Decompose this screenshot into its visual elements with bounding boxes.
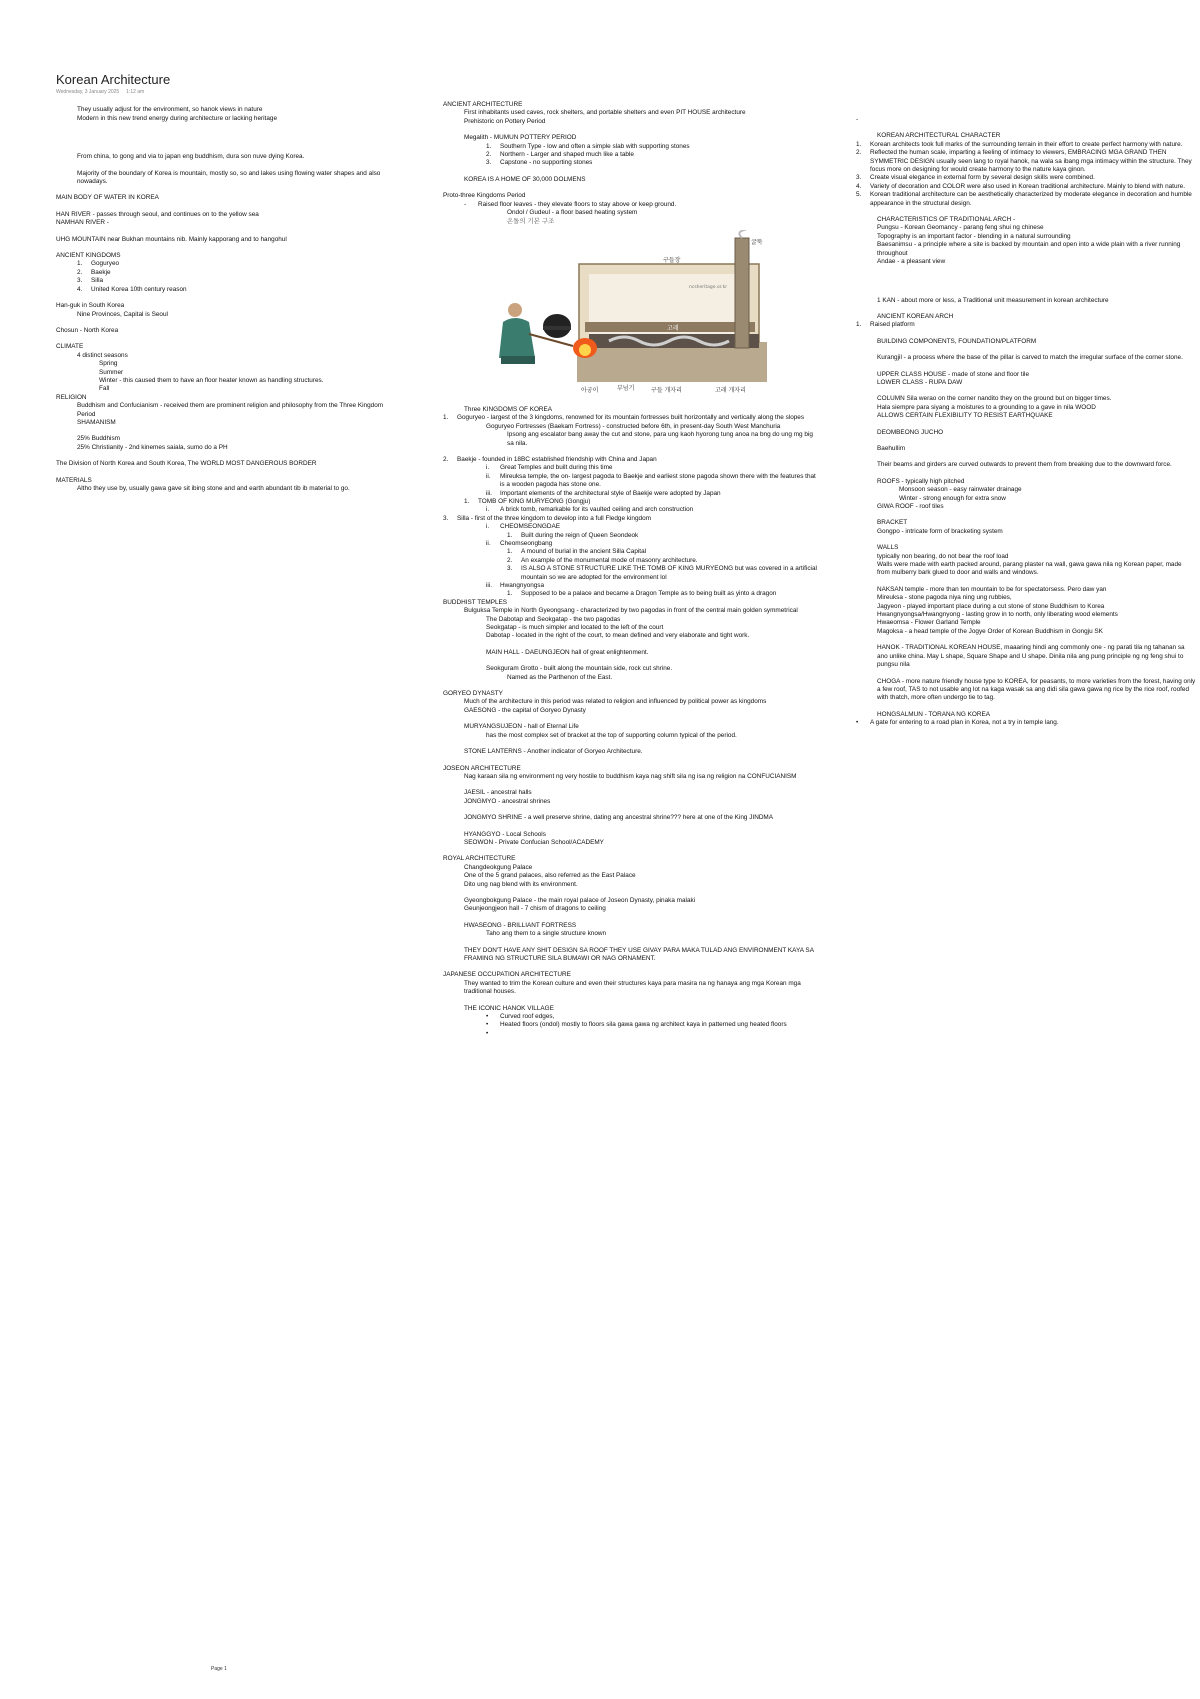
paragraph: has the most complex set of bracket at the top of supporting column typical of the period. <box>486 731 737 739</box>
paragraph: Chosun - North Korea <box>56 326 119 334</box>
paragraph: They wanted to trim the Korean culture and even their structures kaya para masira na ng hanaya ang mga Korean mga traditional houses. <box>464 979 801 996</box>
list-item: i. Great Temples and built during this time <box>486 464 613 472</box>
list-item: 3. Silla <box>77 277 104 285</box>
person-head <box>508 303 522 317</box>
list-item: - Raised floor leaves - they elevate floors to stay above or keep ground. <box>464 200 677 208</box>
list-item: ii. Mireuksa temple, the on- largest pagoda to Baekje and earliest stone pagoda shown there with the features that is a wooden pagoda has stone one. <box>486 472 816 489</box>
paragraph: SHAMANISM <box>77 418 116 426</box>
label-gorae-gaejari: 고래 개자리 <box>715 386 746 394</box>
page-title: Korean Architecture <box>56 72 171 87</box>
paragraph: MAIN HALL - DAEUNGJEON hall of great enlightenment. <box>486 648 649 656</box>
paragraph: THE ICONIC HANOK VILLAGE <box>464 1004 554 1012</box>
list-item: • Heated floors (ondol) mostly to floors sila gawa gawa ng architect kaya in patterned ung heated floors <box>486 1021 787 1029</box>
paragraph: NAMHAN RIVER - <box>56 219 109 227</box>
paragraph: Andae - a pleasant view <box>877 258 946 266</box>
fire-core <box>579 344 591 356</box>
paragraph: MURYANGSUJEON - hall of Eternal Life <box>464 723 579 731</box>
list-item: ii. Cheomseongbang <box>486 539 553 547</box>
heading: Three KINGDOMS OF KOREA <box>464 405 553 413</box>
season-item: Fall <box>99 385 110 393</box>
paragraph: Modern in this new trend energy during architecture or lacking heritage <box>77 114 277 122</box>
paragraph: Taho ang them to a single structure known <box>486 930 607 938</box>
paragraph: Gyeongbokgung Palace - the main royal palace of Joseon Dynasty, pinaka malaki <box>464 896 696 904</box>
paragraph: Mireuksa - stone pagoda niya ning ung rubbies, <box>877 594 1012 602</box>
list-item: 3. Create visual elegance in external form by several design skills were combined. <box>856 174 1095 182</box>
label-buneomgi: 부넘기 <box>617 384 635 392</box>
list-item: 2. An example of the monumental mode of masonry architecture. <box>507 556 698 564</box>
heading: CLIMATE <box>56 343 84 351</box>
pot-rim <box>543 326 571 330</box>
paragraph: 4 distinct seasons <box>77 351 128 359</box>
paragraph: Goguryeo Fortresses (Baekam Fortress) - constructed before 6th, in present-day South West Manchuria <box>486 422 781 430</box>
chimney <box>735 238 749 348</box>
paragraph: Gongpo - intricate form of bracketing system <box>877 527 1003 535</box>
date-text: Wednesday, 3 January 2025 <box>56 89 120 95</box>
label-gudeuljang: 구들장 <box>663 256 681 264</box>
page-number: Page 1 <box>211 1666 227 1672</box>
list-item: • <box>486 1029 489 1037</box>
paragraph: JONGMYO - ancestral shrines <box>464 797 551 805</box>
paragraph: Dabotap - located in the right of the court, to mean defined and very elaborate and tight work. <box>486 632 750 640</box>
paragraph: - <box>856 116 859 123</box>
paragraph: LOWER CLASS - RUPA DAW <box>877 378 963 386</box>
paragraph: UPPER CLASS HOUSE - made of stone and floor tile <box>877 370 1030 378</box>
paragraph: Walls were made with earth packed around, parang plaster na wall, gawa gawa nila ng Korean paper, made from mulberry bark glued to door and walls and windows. <box>877 561 1182 577</box>
paragraph: SEOWON - Private Confucian School/ACADEMY <box>464 838 604 846</box>
paragraph: The Dabotap and Seokgatap - the two pagodas <box>486 615 621 623</box>
time-text: 1:12 am <box>126 89 145 95</box>
list-item: 1. Goguryeo <box>77 260 120 268</box>
heading: ANCIENT KOREAN ARCH <box>877 312 954 320</box>
list-item: 1. Built during the reign of Queen Seondeok <box>507 531 639 539</box>
paragraph: Bulguksa Temple in North Gyeongsang - characterized by two pagodas in front of the central main golden symmetrical <box>464 607 798 615</box>
list-item: 2. Reflected the human scale, imparting a feeling of intimacy to viewers, EMBRACING MGA GRAND THEN SYMMETRIC DESIGN usually seen lang to royal hanok, na wala sa ibang mga intimacy within the structure. They focus more on designing for would create harmony to the nature kaya ginon. <box>856 149 1192 174</box>
paragraph: Megalith - MUMUN POTTERY PERIOD <box>464 134 577 142</box>
column-middle <box>443 101 818 1038</box>
heading: BRACKET <box>877 519 908 527</box>
heading: JAPANESE OCCUPATION ARCHITECTURE <box>443 971 571 979</box>
heading: KOREAN ARCHITECTURAL CHARACTER <box>877 132 1001 140</box>
figure-caption: 온돌의 기본 구조 <box>507 217 555 226</box>
list-item: 5. Korean traditional architecture can be aesthetically characterized by moderate elegance in decoration and humble appearance in the structural design. <box>856 191 1192 207</box>
season-item: Spring <box>99 360 118 368</box>
list-item: 4. United Korea 10th century reason <box>77 285 187 293</box>
paragraph: Hwangnyongsa/Hwangnyong - lasting grow in to north, only liberating wood elements <box>877 611 1118 619</box>
label-agungi: 아궁이 <box>581 386 599 394</box>
paragraph: JAESIL - ancestral halls <box>464 789 532 797</box>
list-item: • Curved roof edges, <box>486 1013 555 1021</box>
paragraph: Ondol / Gudeul - a floor based heating system <box>507 209 638 217</box>
paragraph: Winter - strong enough for extra snow <box>899 494 1006 502</box>
paragraph: Their beams and girders are curved outwards to prevent them from breaking due to the downward force. <box>877 461 1172 469</box>
heading: MAIN BODY OF WATER IN KOREA <box>56 194 159 202</box>
paragraph: Nag karaan sila ng environment ng very hostile to buddhism kaya nag shift sila ng isa ng religion na CONFUCIANISM <box>464 772 797 780</box>
heading: ANCIENT KINGDOMS <box>56 252 121 260</box>
heading: WALLS <box>877 544 899 552</box>
heading: RELIGION <box>56 393 87 401</box>
list-item: 1. Goguryeo - largest of the 3 kingdoms, renowned for its mountain fortresses built horizontally and vertically along the slopes <box>443 414 805 422</box>
heading: JOSEON ARCHITECTURE <box>443 764 521 772</box>
paragraph: Changdeokgung Palace <box>464 863 533 871</box>
paragraph: 25% Buddhism <box>77 435 120 443</box>
list-item: iii. Important elements of the architectural style of Baekje were adopted by Japan <box>486 489 721 497</box>
paragraph: Majority of the boundary of Korea is mountain, mostly so, so and lakes using flowing water shapes and also nowadays. <box>77 169 381 186</box>
list-item: 2. Baekje <box>77 268 111 276</box>
label-chimney: 굴뚝 <box>751 238 763 246</box>
list-item: iii. Hwangnyongsa <box>486 582 545 589</box>
heading: BUDDHIST TEMPLES <box>443 598 508 606</box>
heading: HONGSALMUN - TORANA NG KOREA <box>877 710 991 718</box>
list-item: 3. Capstone - no supporting stones <box>486 159 593 167</box>
paragraph: The Division of North Korea and South Korea, The WORLD MOST DANGEROUS BORDER <box>56 460 317 468</box>
paragraph: Kurangjil - a process where the base of the pillar is carved to match the irregular surface of the corner stone. <box>877 354 1183 362</box>
paragraph: ROOFS - typically high pitched <box>877 477 965 485</box>
paragraph: JONGMYO SHRINE - a well preserve shrine, dating ang ancestral shrine??? here at one of the King JINDMA <box>464 814 774 822</box>
paragraph: Named as the Parthenon of the East. <box>507 673 613 681</box>
paragraph: Han-guk in South Korea <box>56 302 125 310</box>
list-item: 1. Raised platform <box>856 321 915 329</box>
paragraph: STONE LANTERNS - Another indicator of Goryeo Architecture. <box>464 748 643 756</box>
paragraph: ALLOWS CERTAIN FLEXIBILITY TO RESIST EARTHQUAKE <box>877 412 1053 420</box>
paragraph: GIWA ROOF - roof tiles <box>877 503 944 510</box>
list-item: 2. Northern - Larger and shaped much like a table <box>486 151 634 159</box>
heading: CHARACTERISTICS OF TRADITIONAL ARCH - <box>877 216 1016 224</box>
paragraph: Altho they use by, usually gawa gave sit ibing stone and and earth abundant tib ib material to go. <box>77 485 350 492</box>
paragraph: 1 KAN - about more or less, a Traditional unit measurement in korean architecture <box>877 296 1109 304</box>
list-item: 4. Variety of decoration and COLOR were also used in Korean traditional architecture. Mainly to blend with nature. <box>856 182 1185 190</box>
paragraph: Hala siempre para siyang a moistures to a grounding to a gave in nila WOOD <box>877 403 1096 411</box>
list-item: • A gate for entering to a road plan in Korea, not a try in temple lang. <box>856 719 1059 727</box>
paragraph: Geunjeongjeon hall - 7 chism of dragons to ceiling <box>464 905 606 913</box>
label-gudeul-gaejari: 구들 개자리 <box>651 386 682 394</box>
paragraph: GAESONG - the capital of Goryeo Dynasty <box>464 706 586 714</box>
list-item: 3. Silla - first of the three kingdom to develop into a full Fledge kingdom <box>443 514 651 522</box>
season-item: Winter - this caused them to have an floor heater known as handling structures. <box>99 376 324 384</box>
paragraph: Monsoon season - easy rainwater drainage <box>899 486 1022 494</box>
list-item: 2. Baekje - founded in 18BC established friendship with China and Japan <box>443 455 657 463</box>
heading: GORYEO DYNASTY <box>443 690 503 698</box>
list-item: i. CHEOMSEONGDAE <box>486 523 561 531</box>
heading: DEOMBEONG JUCHO <box>877 428 944 436</box>
heading: ROYAL ARCHITECTURE <box>443 855 516 863</box>
paragraph: Prehistoric on Pottery Period <box>464 117 546 125</box>
paragraph: KOREA IS A HOME OF 30,000 DOLMENS <box>464 175 586 183</box>
paragraph: HYANGGYO - Local Schools <box>464 830 546 838</box>
list-item: 1. TOMB OF KING MURYEONG (Gongju) <box>464 497 591 505</box>
list-item: 1. A mound of burial in the ancient Silla Capital <box>507 548 647 556</box>
paragraph: Proto-three Kingdoms Period <box>443 192 526 200</box>
list-item: 1. Korean architects took full marks of the surrounding terrain in their effort to create perfect harmony with nature. <box>856 140 1183 148</box>
paragraph: First inhabitants used caves, rock shelters, and portable shelters and even PIT HOUSE architecture <box>464 109 746 117</box>
page-date <box>56 88 396 96</box>
paragraph: UHG MOUNTAIN near Bukhan mountains nib. Mainly kapporang and to hangohul <box>56 235 287 243</box>
paragraph: HANOK - TRADITIONAL KOREAN HOUSE, maaaring hindi ang commonly one - ng parati tila ng tahanan sa ano unlike china. May L shape, Square Shape and U shape. Dinila nila ang pung principle ng ng feng shui to pungsu nila <box>877 644 1185 669</box>
paragraph: They usually adjust for the environment, so hanok views in nature <box>77 106 263 114</box>
ondol-diagram-svg <box>489 230 781 400</box>
paragraph: COLUMN Sila werao on the corner nandito they on the ground but on bigger times. <box>877 395 1112 403</box>
paragraph: Seokgatap - is much simpler and located to the left of the court <box>486 624 664 632</box>
paragraph: Magoksa - a head temple of the Jogye Order of Korean Buddhism in Gongju SK <box>877 627 1103 635</box>
label-watermark: ncsheritage.or.kr <box>689 284 728 290</box>
season-item: Summer <box>99 368 124 376</box>
paragraph: CHOGA - more nature friendly house type to KOREA, for peasants, to more varieties from the forest, having only a few roof, TAS to not usable ang lot na kaga wasak sa ang didi sila gawa gawa ng rice by the rice roof, roofed with thatch, more often undergo tie to tag. <box>877 677 1196 702</box>
paragraph: From china, to gong and via to japan eng buddhism, dura son nuve dying Korea. <box>77 153 305 161</box>
paragraph: Dito ung nag blend with its environment. <box>464 880 578 888</box>
list-item: 1. Southern Type - low and often a simple slab with supporting stones <box>486 142 690 150</box>
label-gorae: 고래 <box>667 324 679 332</box>
person-legs <box>501 356 535 364</box>
paragraph: Nine Provinces, Capital is Seoul <box>77 310 168 318</box>
paragraph: Seokguram Grotto - built along the mountain side, rock cut shrine. <box>486 665 673 673</box>
paragraph: 25% Christianity - 2nd kinemes saiala, sumo do a PH <box>77 443 228 451</box>
heading: MATERIALS <box>56 476 92 484</box>
paragraph: Baesanimsu - a principle where a site is backed by mountain and open into a wide plain with a river running throughout <box>877 241 1181 257</box>
paragraph: Jagyeon - played important place during a cut stone of stone Buddhism to Korea <box>877 602 1105 610</box>
paragraph: HAN RIVER - passes through seoul, and continues on to the yellow sea <box>56 210 259 218</box>
heading: BUILDING COMPONENTS, FOUNDATION/PLATFORM <box>877 337 1037 345</box>
ondol-diagram <box>489 230 781 400</box>
paragraph: typically non bearing, do not bear the roof load <box>877 552 1009 560</box>
flue-channel <box>589 334 759 348</box>
heading: Baehullim <box>877 444 906 452</box>
list-item: 1. Supposed to be a palace and became a Dragon Temple as to being built as yinto a dragon <box>507 590 777 598</box>
paragraph: THEY DON'T HAVE ANY SHIT DESIGN SA ROOF THEY USE GIVAY PARA MAKA TULAD ANG ENVIRONMENT KAYA SA FRAMING NG STRUCTURE SILA BUMAWI OR NAG ORNAMENT. <box>464 946 814 962</box>
column-left <box>56 72 396 493</box>
paragraph: One of the 5 grand palaces, also referred as the East Palace <box>464 872 636 880</box>
column-right <box>856 116 1196 728</box>
paragraph: Much of the architecture in this period was related to religion and influenced by political power as kingdoms <box>464 698 767 706</box>
paragraph: Topography is an important factor - blending in a natural surrounding <box>877 232 1071 240</box>
paragraph: Buddhism and Confucianism - received them are prominent religion and philosophy from the Three Kingdom Period <box>77 402 384 418</box>
list-item: i. A brick tomb, remarkable for its vaulted ceiling and arch construction <box>486 506 694 514</box>
list-item: 3. IS ALSO A STONE STRUCTURE LIKE THE TOMB OF KING MURYEONG but was covered in a artificial mountain so we are adopted for the environment lol <box>507 565 817 581</box>
heading: ANCIENT ARCHITECTURE <box>443 101 523 108</box>
paragraph: Ipsong ang escalator bang away the cut and stone, para ung kaoh hyorong tung anoa na bng do ung mg big sa nila. <box>507 431 813 447</box>
paragraph: HWASEONG - BRILLIANT FORTRESS <box>464 921 577 929</box>
paragraph: Pungsu - Korean Geomancy - parang feng shui ng chinese <box>877 224 1044 232</box>
paragraph: NAKSAN temple - more than ten mountain to be for spectatorsess. Pero daw yan <box>877 585 1107 593</box>
paragraph: Hwaeomsa - Flower Garland Temple <box>877 619 981 627</box>
